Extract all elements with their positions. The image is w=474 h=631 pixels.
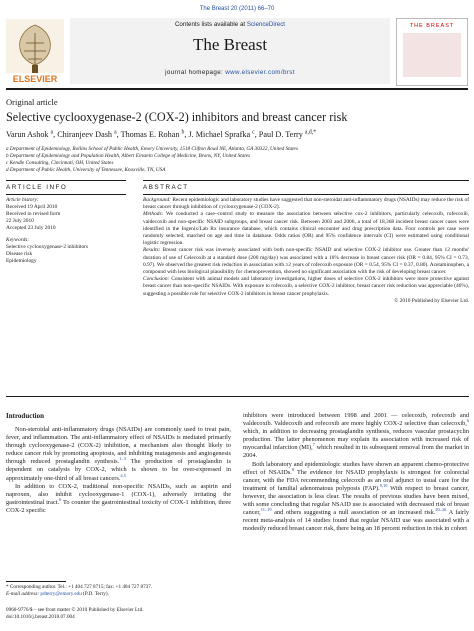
author[interactable]: Varun Ashok <box>6 130 49 139</box>
contents-line <box>70 21 390 28</box>
citation-ref[interactable]: 4,5 <box>120 472 126 478</box>
homepage-prefix: journal homepage: <box>165 69 226 76</box>
header-rule <box>6 88 468 90</box>
history-line: 22 July 2010 <box>6 218 34 224</box>
abstract-text: Consistent with animal models and laboratory investigations, higher doses of selective COX-2 inhibitors were more protective against breast cancer than non-specific NSAIDs. With exposure to rofecoxib, a selective COX-2 inhibitor, breast cancer risk reduction was appreciable (46%), suggesting a possible role for selective COX-2 inhibitors in breast cancer prophylaxis. <box>143 276 469 297</box>
abstract-text: We conducted a case–control study to measure the association between selective cox-2 inhibitors, particularly celecoxib, rofecoxib, valdecoxib and non-specific NSAID subgroups, and breast cancer risk. Between 2003 and 2006, a total of 18,368 incident breast cancer cases were identified in the Ingenix/Lab Rx insurance database, which contains clinical encounter and drug prescription data. Four controls per case were randomly selected, matched on age and time in database. Odds ratios (OR) and 95% confidence intervals (CI) were estimated using conditional logistic regression. <box>143 211 469 247</box>
affiliation: b Department of Epidemiology and Population Health, Albert Einstein College of Medicine, Bronx, NY, United States <box>6 153 251 159</box>
paragraph <box>6 426 231 483</box>
paragraph-text: The evidence for NSAID prophylaxis is strongest for colorectal cancer, with the FDA recommending celecoxib as an oral adjunct to usual care for the treatment of familial adenomatous polyposis (FAP). <box>243 468 470 492</box>
keywords-label: Keywords: <box>6 237 30 243</box>
author-affiliation-mark: a,d,* <box>304 129 317 136</box>
paragraph <box>243 461 469 534</box>
author[interactable]: J. Michael Sprafka <box>188 130 251 139</box>
abstract-label: Background: <box>143 197 171 203</box>
doi-link[interactable]: doi:10.1016/j.breast.2010.07.004 <box>6 613 75 620</box>
email-suffix: (P.D. Terry). <box>81 590 109 597</box>
author-affiliation-mark: b <box>181 129 185 136</box>
paragraph-text: and others suggesting a null association or an increased risk. <box>271 509 436 517</box>
article-type: Original article <box>6 97 58 107</box>
article-info-heading: ARTICLE INFO <box>6 184 68 191</box>
journal-title: The Breast <box>192 35 268 54</box>
corresponding-author-footnote <box>6 584 231 597</box>
email-label: E-mail address: <box>6 590 41 597</box>
abstract <box>143 197 469 305</box>
author[interactable]: Chiranjeev Dash <box>57 130 113 139</box>
body-right-column <box>243 412 469 533</box>
homepage-link[interactable]: www.elsevier.com/brst <box>225 69 295 76</box>
citation-ref[interactable]: 1–3 <box>119 456 126 462</box>
citation-ref[interactable]: 20–26 <box>435 507 447 513</box>
author-affiliation-mark: c <box>252 129 255 136</box>
copyright: © 2010 Published by Elsevier Ltd. <box>394 297 469 304</box>
abstract-conclusion <box>143 276 469 298</box>
footnote-email-line <box>6 591 231 598</box>
paragraph-text: Non-steroidal anti-inflammatory drugs (NSAIDs) are commonly used to treat pain, fever, and inflammation. The anti-inflammatory effect of NSAIDs is mediated primarily through cyclooxygenase-2 (COX-2) inhibition, a mechanism also thought likely to reduce cancer risk by promoting apoptosis, and inhibiting mutagenesis and angiogenesis through reduced prostaglandin synthesis. <box>6 426 231 466</box>
abstract-rule <box>143 180 469 181</box>
citation-ref[interactable]: 11–19 <box>260 507 272 513</box>
author-list: Varun Ashok $^a$, Chiranjeev Dash $^a$, Thomas E. Rohan $^b$, J. Michael Sprafka $^c$, Paul D. Terry $^{a,d,*}$ <box>6 129 317 139</box>
contents-prefix: Contents lists available at <box>174 21 247 28</box>
journal-citation: The Breast 20 (2011) 66–70 <box>199 6 275 12</box>
journal-banner <box>70 18 390 84</box>
paragraph-text: In addition to COX-2, traditional non-specific NSAIDs, such as aspirin and naproxen, also inhibit cyclooxygenase-1 (COX-1), adversely irritating the gastrointestinal tract. <box>6 482 231 506</box>
history-line: Accepted 23 July 2010 <box>6 225 56 231</box>
author-affiliation-mark: a <box>114 129 117 136</box>
article-info-subrule <box>6 194 126 195</box>
abstract-bottom-rule <box>6 396 469 397</box>
abstract-label: Methods: <box>143 211 164 218</box>
affiliation: c Kendle Consulting, Cincinnati, OH, United States <box>6 160 114 166</box>
author[interactable]: Paul D. Terry <box>258 130 303 139</box>
history-label: Article history: <box>6 197 39 203</box>
paragraph-text: which, in addition to decreasing prostaglandin synthesis, reduces vascular prostacyclin production. The latter phenomenon may explain its association with increased risk of myocardial infarction (MI), <box>243 428 469 452</box>
cover-art <box>403 33 461 77</box>
abstract-results <box>143 247 469 276</box>
keyword: Selective cyclooxygenase-2 inhibitors <box>6 244 89 250</box>
email-link[interactable]: pdterry@emory.edu <box>40 590 82 597</box>
journal-cover-thumbnail <box>396 18 468 86</box>
citation-ref[interactable]: 7 <box>312 442 315 448</box>
body-left-column <box>6 426 231 515</box>
history-line: Received in revised form <box>6 211 61 217</box>
history-line: Received 19 April 2010 <box>6 204 58 210</box>
section-heading-introduction: Introduction <box>6 412 44 420</box>
keyword: Epidemiology <box>6 258 37 264</box>
abstract-text: Recent epidemiologic and laboratory studies have suggested that non-steroidal anti-inflammatory drugs (NSAIDs) may reduce the risk of breast cancer through inhibition of cyclooxygenase-2 (COX-2). <box>143 197 469 211</box>
author-affiliation-mark: a <box>50 129 54 136</box>
citation-ref[interactable]: 6 <box>59 496 62 502</box>
footnote-text: * Corresponding author. Tel.: +1 404 727 8715; fax: +1 404 727 8737. <box>6 584 153 590</box>
sciencedirect-link[interactable]: ScienceDirect <box>246 21 286 28</box>
elsevier-logo <box>6 19 64 85</box>
keyword: Disease risk <box>6 251 33 257</box>
article-info <box>6 197 126 265</box>
abstract-methods <box>143 211 469 247</box>
paragraph-text: The production of prostaglandin is dependent on catalysis by COX-2, which is shown to be over-expressed in approximately one-third of all breast cancers. <box>6 458 231 482</box>
front-matter-info <box>6 607 231 621</box>
abstract-heading: ABSTRACT <box>143 184 189 191</box>
abstract-subrule <box>143 194 469 195</box>
paragraph-text: A fairly recent meta-analysis of 14 studies found that regular NSAID use was associated with a modestly reduced breast cancer risk, there being an 18 percent reduction in risk in cohort <box>243 509 469 533</box>
abstract-text: Breast cancer risk was inversely associated with both non-specific NSAID and selective COX-2 inhibitor use. Greater than 12 months' duration of use of Celecoxib at a standard dose (200 mg/day) was associated with a 16% decrease in breast cancer risk (OR = 0.84, 95% CI = 0.73, 0.97). We observed the greatest risk reduction in association with ≥2 years of rofecoxib exposure (OR = 0.54, 95% CI = 0.37, 0.80). Acetaminophen, a compound with less biological plausibility for chemoprevention, showed no significant association with the risk of developing breast cancer. <box>143 247 469 276</box>
citation-ref[interactable]: 6 <box>466 418 469 423</box>
paragraph-text: With respect to breast cancer, however, the association is less clear. The results of previous studies have been mixed, with some concluding that regular NSAID use is associated with decreased risk of breast cancer, <box>243 484 469 517</box>
article-title: Selective cyclooxygenase-2 (COX-2) inhibitors and breast cancer risk <box>6 110 348 124</box>
citation-ref[interactable]: 8 <box>291 466 295 472</box>
journal-homepage <box>70 69 390 76</box>
paragraph-text: which resulted in its subsequent removal from the market in 2004. <box>243 444 469 460</box>
issn-line: 0960-9776/$ – see front matter © 2010 Published by Elsevier Ltd. <box>6 607 144 613</box>
paragraph-text: To counter the gastrointestinal toxicity of COX-1 inhibition, three COX-2 specific <box>6 498 231 514</box>
cover-title: THE BREAST <box>409 23 455 29</box>
abstract-label: Conclusion: <box>143 276 170 283</box>
citation-ref[interactable]: 9,10 <box>379 482 388 488</box>
article-info-rule <box>6 180 126 181</box>
abstract-label: Results: <box>143 247 161 254</box>
paragraph-text: Both laboratory and epidemiologic studies have shown an apparent chemo-protective effect of NSAIDs. <box>243 460 469 476</box>
author[interactable]: Thomas E. Rohan <box>120 130 180 139</box>
elsevier-wordmark: ELSEVIER <box>12 74 58 84</box>
affiliation: d Department of Public Health, University of Tennessee, Knoxville, TN, USA <box>6 167 166 173</box>
abstract-background <box>143 197 469 211</box>
footnote-rule <box>6 581 66 582</box>
paragraph <box>243 412 469 461</box>
paragraph <box>6 483 231 515</box>
affiliation: a Department of Epidemiology, Rollins School of Public Health, Emory University, 1518 Clifton Road NE, Atlanta, GA 30322, United States <box>6 146 298 152</box>
paragraph-text: inhibitors were introduced between 1998 and 2001 — celecoxib, rofecoxib and valdecoxib. Valdecoxib and rofecoxib are more highly COX-2 selective than celecoxib, <box>243 412 469 428</box>
